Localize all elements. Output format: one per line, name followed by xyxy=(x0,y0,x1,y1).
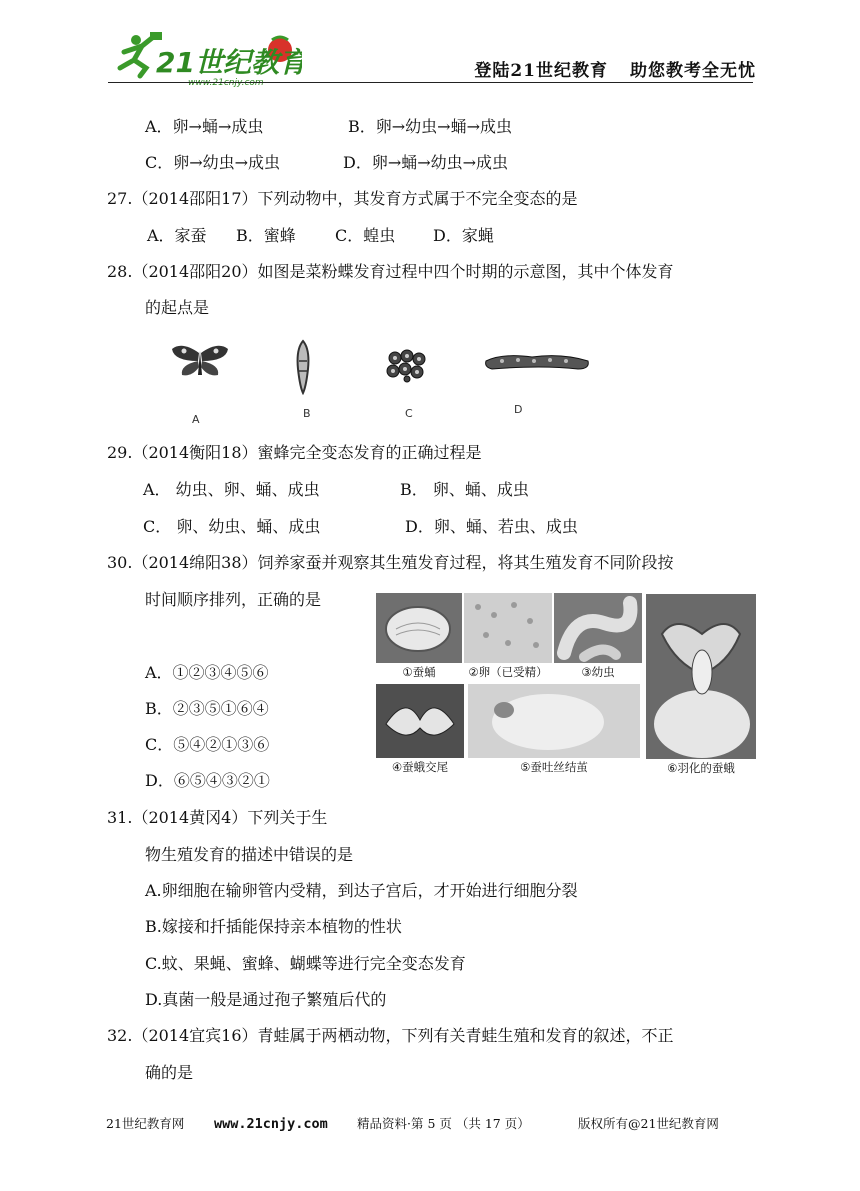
q28-stem-line-1: 28.（2014邵阳20）如图是菜粉蝶发育过程中四个时期的示意图，其中个体发育 xyxy=(107,262,674,281)
q29-option-a: A． 幼虫、卵、蛹、成虫 xyxy=(143,480,320,499)
q31-option-d: D.真菌一般是通过孢子繁殖后代的 xyxy=(145,990,387,1009)
footer-copyright: 版权所有@21世纪教育网 xyxy=(578,1116,719,1131)
footer-site: 21世纪教育网 xyxy=(106,1116,185,1131)
photo-caption-3: ③幼虫 xyxy=(554,663,642,681)
q26-option-b: B．卵→幼虫→蛹→成虫 xyxy=(348,117,512,136)
pupa-image xyxy=(292,339,314,395)
photo-larva xyxy=(554,593,642,681)
q26-option-c: C．卵→幼虫→成虫 xyxy=(145,153,281,172)
q27-option-a: A．家蚕 xyxy=(147,226,207,245)
q29-option-b: B． 卵、蛹、成虫 xyxy=(400,480,529,499)
figure-label-d: D xyxy=(514,403,523,416)
photo-emerged-moth xyxy=(646,594,756,777)
figure-label-c: C xyxy=(405,407,413,420)
q30-option-a: A．①②③④⑤⑥ xyxy=(145,663,269,682)
header-divider xyxy=(108,82,753,83)
q29-option-c: C． 卵、幼虫、蛹、成虫 xyxy=(143,517,321,536)
q30-option-d: D．⑥⑤④③②① xyxy=(145,771,270,790)
q31-option-a: A.卵细胞在输卵管内受精，到达子宫后，才开始进行细胞分裂 xyxy=(145,881,578,900)
q32-stem-line-1: 32.（2014宜宾16）青蛙属于两栖动物，下列有关青蛙生殖和发育的叙述，不正 xyxy=(107,1026,674,1045)
figure-label-b: B xyxy=(303,407,311,420)
q28-stem-line-2: 的起点是 xyxy=(145,298,210,317)
q30-stem-line-2: 时间顺序排列，正确的是 xyxy=(145,590,322,609)
eggs-image xyxy=(385,349,429,383)
q26-options-row-2 xyxy=(0,153,860,173)
logo-url: www.21cnjy.com xyxy=(188,78,264,88)
footer-page-info: 精品资料·第 5 页 （共 17 页） xyxy=(357,1116,530,1131)
q32-stem-line-2: 确的是 xyxy=(145,1063,194,1082)
butterfly-adult-image xyxy=(168,343,232,379)
q31-option-c: C.蚊、果蝇、蜜蜂、蝴蝶等进行完全变态发育 xyxy=(145,954,466,973)
q27-option-b: B．蜜蜂 xyxy=(236,226,296,245)
photo-caption-4: ④蚕蛾交尾 xyxy=(376,758,464,776)
q29-stem: 29.（2014衡阳18）蜜蜂完全变态发育的正确过程是 xyxy=(107,443,482,462)
q29-options-row-2 xyxy=(0,517,860,537)
photo-silkworm-pupa xyxy=(376,593,462,681)
slogan-left: 登陆21世纪教育 xyxy=(474,61,608,81)
q30-option-b: B．②③⑤①⑥④ xyxy=(145,699,269,718)
photo-caption-2: ②卵（已受精） xyxy=(464,663,552,681)
header-slogan xyxy=(474,56,756,81)
figure-label-a: A xyxy=(192,413,200,426)
q27-option-c: C．蝗虫 xyxy=(335,226,396,245)
photo-spinning-cocoon xyxy=(468,684,640,776)
q26-options-row-1 xyxy=(0,117,860,137)
q30-stem-line-1: 30.（2014绵阳38）饲养家蚕并观察其生殖发育过程，将其生殖发育不同阶段按 xyxy=(107,553,674,572)
slogan-right: 助您教考全无忧 xyxy=(630,61,756,81)
q30-option-c: C．⑤④②①③⑥ xyxy=(145,735,270,754)
q31-stem-line-1: 31.（2014黄冈4）下列关于生 xyxy=(107,808,328,827)
q29-options-row-1 xyxy=(0,480,860,500)
photo-moths-mating xyxy=(376,684,464,776)
q31-stem-line-2: 物生殖发育的描述中错误的是 xyxy=(145,845,354,864)
q27-option-d: D．家蝇 xyxy=(433,226,494,245)
q27-stem: 27.（2014邵阳17）下列动物中，其发育方式属于不完全变态的是 xyxy=(107,189,578,208)
logo-text: 21世纪教育 xyxy=(156,46,302,79)
butterfly-stages-figure xyxy=(160,335,600,427)
photo-caption-5: ⑤蚕吐丝结茧 xyxy=(468,758,640,776)
site-logo xyxy=(112,30,302,88)
q29-option-d: D．卵、蛹、若虫、成虫 xyxy=(405,517,578,536)
q27-options xyxy=(0,226,860,246)
q26-option-a: A．卵→蛹→成虫 xyxy=(145,117,264,136)
page-footer xyxy=(0,1114,860,1134)
larva-image xyxy=(482,349,592,375)
photo-caption-1: ①蚕蛹 xyxy=(376,663,462,681)
footer-url[interactable]: www.21cnjy.com xyxy=(214,1116,328,1132)
q26-option-d: D．卵→蛹→幼虫→成虫 xyxy=(343,153,509,172)
q31-option-b: B.嫁接和扦插能保持亲本植物的性状 xyxy=(145,917,402,936)
photo-caption-6: ⑥羽化的蚕蛾 xyxy=(646,759,756,777)
photo-fertilized-eggs xyxy=(464,593,552,681)
